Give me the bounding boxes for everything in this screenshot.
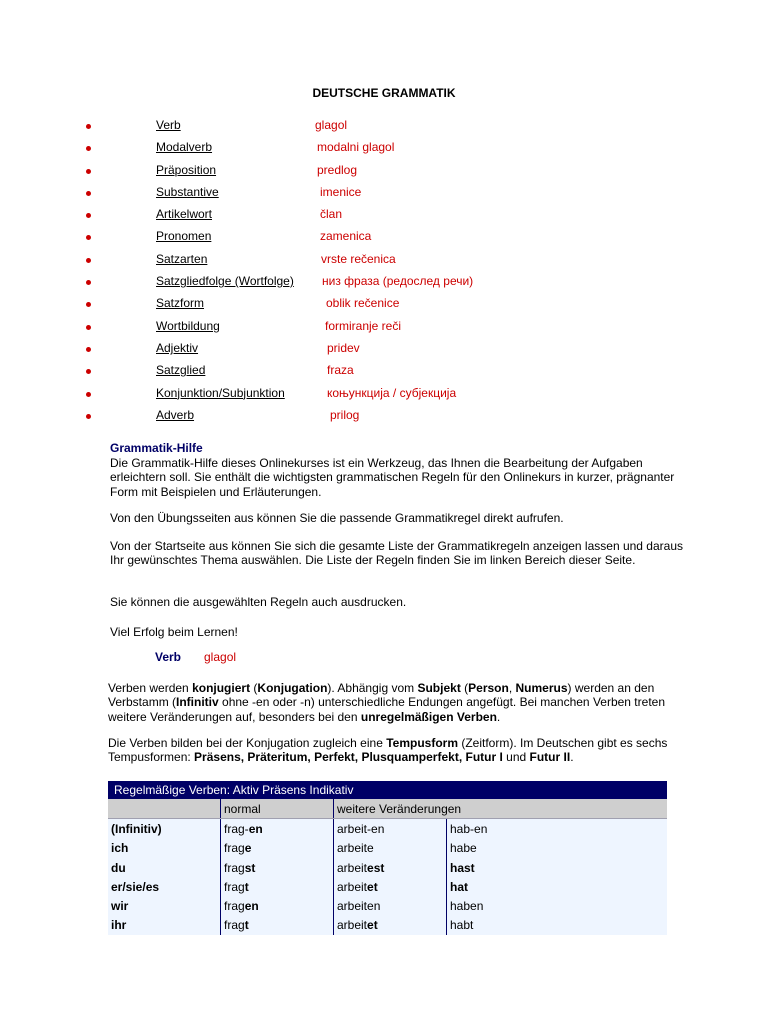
topic-translation: formiranje reči (325, 318, 402, 333)
normal-cell: fragt (221, 877, 334, 896)
table-header-more: weitere Veränderungen (334, 799, 668, 819)
table-row (108, 819, 667, 839)
topic-translation: коњункција / субјекција (327, 385, 457, 400)
arbeiten-cell: arbeitet (334, 916, 447, 935)
topic-link-artikelwort[interactable]: Artikelwort (156, 207, 213, 222)
haben-cell: hat (447, 877, 668, 896)
paragraph: Die Grammatik-Hilfe dieses Onlinekurses ist ein Werkzeug, das Ihnen die Bearbeitung der Aufgaben erleichtern soll. Sie enthält die wichtigsten grammatischen Regeln für den Onlinekurs in kurzer, prägnanter Form mit Beispielen und Erläuterungen. (110, 456, 675, 499)
topic-link-satzform[interactable]: Satzform (156, 296, 205, 311)
topic-translation: član (320, 207, 343, 222)
topic-translation: glagol (315, 118, 348, 132)
arbeiten-cell: arbeite (334, 839, 447, 858)
topic-link-konjunktion[interactable]: Konjunktion/Subjunktion (156, 385, 285, 400)
topic-link-satzgliedfolge[interactable]: Satzgliedfolge (Wortfolge) (156, 274, 294, 289)
person-cell: ihr (108, 916, 221, 935)
topic-link-verb[interactable]: Verb (156, 118, 181, 132)
bullet-icon (86, 280, 91, 285)
paragraph: Von der Startseite aus können Sie sich die gesamte Liste der Grammatikregeln anzeigen lassen und daraus Ihr gewünschtes Thema auswählen. Die Liste der Regeln finden Sie im linken Bereich dieser Seite. (110, 539, 683, 568)
help-paragraph-4 (110, 595, 690, 609)
help-heading (110, 441, 690, 455)
topic-link-wortbildung[interactable]: Wortbildung (156, 318, 220, 333)
list-item (0, 338, 768, 360)
topic-translation: низ фраза (редослед речи) (322, 274, 474, 289)
list-item (0, 293, 768, 315)
paragraph: Die Verben bilden bei der Konjugation zugleich eine Tempusform (Zeitform). Im Deutschen gibt es sechs Tempusformen: Präsens, Präteritum, Perfekt, Plusquamperfekt, Futur I und Futur II. (108, 736, 668, 765)
person-cell: du (108, 858, 221, 877)
person-cell: er/sie/es (108, 877, 221, 896)
bullet-icon (86, 169, 91, 174)
bullet-icon (86, 392, 91, 397)
topic-link-substantive[interactable]: Substantive (156, 184, 219, 199)
table-row (108, 896, 667, 915)
list-item (0, 182, 768, 204)
topic-link-pronomen[interactable]: Pronomen (156, 229, 212, 244)
bullet-icon (86, 302, 91, 307)
haben-cell: hab-en (447, 819, 668, 839)
bullet-icon (86, 414, 91, 419)
bullet-icon (86, 191, 91, 196)
normal-cell: fragen (221, 896, 334, 915)
topic-link-adverb[interactable]: Adverb (156, 407, 195, 422)
table-row (108, 858, 667, 877)
grammar-topic-list (0, 115, 768, 427)
haben-cell: haben (447, 896, 668, 915)
list-item (0, 137, 768, 159)
list-item (0, 160, 768, 182)
verb-heading-translation: glagol (204, 650, 237, 664)
paragraph: Von den Übungsseiten aus können Sie die passende Grammatikregel direkt aufrufen. (110, 511, 564, 525)
bullet-icon (86, 347, 91, 352)
list-item (0, 383, 768, 405)
verb-paragraph-2 (108, 736, 668, 765)
list-item (0, 226, 768, 248)
topic-link-praeposition[interactable]: Präposition (156, 162, 217, 177)
haben-cell: hast (447, 858, 668, 877)
arbeiten-cell: arbeitet (334, 877, 447, 896)
normal-cell: frage (221, 839, 334, 858)
normal-cell: frag-en (221, 819, 334, 839)
haben-cell: habe (447, 839, 668, 858)
help-paragraph-1 (110, 456, 688, 499)
topic-translation: vrste rečenica (321, 251, 396, 266)
table-row (108, 916, 667, 935)
topic-link-satzglied[interactable]: Satzglied (156, 363, 206, 378)
list-item (0, 360, 768, 382)
help-title: Grammatik-Hilfe (110, 441, 203, 455)
verb-section-heading (155, 650, 237, 664)
table-caption: Regelmäßige Verben: Aktiv Präsens Indikativ (108, 781, 667, 799)
table-caption-row (108, 781, 667, 799)
table-row (108, 877, 667, 896)
table-header-normal: normal (221, 799, 334, 819)
table-row (108, 839, 667, 858)
list-item (0, 204, 768, 226)
bullet-icon (86, 325, 91, 330)
conjugation-table (108, 781, 667, 935)
help-paragraph-5 (110, 625, 690, 639)
verb-heading: Verb (155, 650, 182, 664)
list-item (0, 249, 768, 271)
paragraph: Viel Erfolg beim Lernen! (110, 625, 238, 639)
normal-cell: fragst (221, 858, 334, 877)
topic-translation: pridev (327, 340, 360, 355)
verb-paragraph-1 (108, 681, 668, 724)
person-cell: ich (108, 839, 221, 858)
topic-link-adjektiv[interactable]: Adjektiv (156, 340, 199, 355)
arbeiten-cell: arbeitest (334, 858, 447, 877)
topic-translation: oblik rečenice (326, 296, 400, 311)
bullet-icon (86, 235, 91, 240)
arbeiten-cell: arbeiten (334, 896, 447, 915)
bullet-icon (86, 213, 91, 218)
topic-translation: predlog (317, 162, 358, 177)
topic-translation: imenice (320, 184, 362, 199)
topic-translation: fraza (327, 363, 354, 378)
topic-translation: prilog (330, 407, 360, 422)
help-paragraph-2 (110, 511, 690, 525)
paragraph: Verben werden konjugiert (Konjugation). Abhängig vom Subjekt (Person, Numerus) werden an den Verbstamm (Infinitiv ohne -en oder -n) unterschiedliche Endungen angefügt. Bei manchen Verben treten weitere Veränderungen auf, besonders bei den unregelmäßigen Verben. (108, 681, 665, 724)
bullet-icon (86, 258, 91, 263)
person-cell: wir (108, 896, 221, 915)
list-item (0, 405, 768, 427)
page-title: DEUTSCHE GRAMMATIK (312, 86, 456, 100)
topic-translation: zamenica (320, 229, 372, 244)
help-paragraph-3 (110, 539, 688, 568)
table-header-cell (108, 799, 221, 819)
normal-cell: fragt (221, 916, 334, 935)
bullet-icon (86, 369, 91, 374)
arbeiten-cell: arbeit-en (334, 819, 447, 839)
list-item (0, 271, 768, 293)
topic-link-modalverb[interactable]: Modalverb (156, 140, 213, 155)
list-item (0, 316, 768, 338)
table-header-row (108, 799, 667, 819)
list-item (0, 115, 768, 137)
person-cell: (Infinitiv) (108, 819, 221, 839)
bullet-icon (86, 146, 91, 151)
haben-cell: habt (447, 916, 668, 935)
topic-link-satzarten[interactable]: Satzarten (156, 251, 208, 266)
paragraph: Sie können die ausgewählten Regeln auch ausdrucken. (110, 595, 407, 609)
bullet-icon (86, 124, 91, 129)
topic-translation: modalni glagol (317, 140, 395, 155)
